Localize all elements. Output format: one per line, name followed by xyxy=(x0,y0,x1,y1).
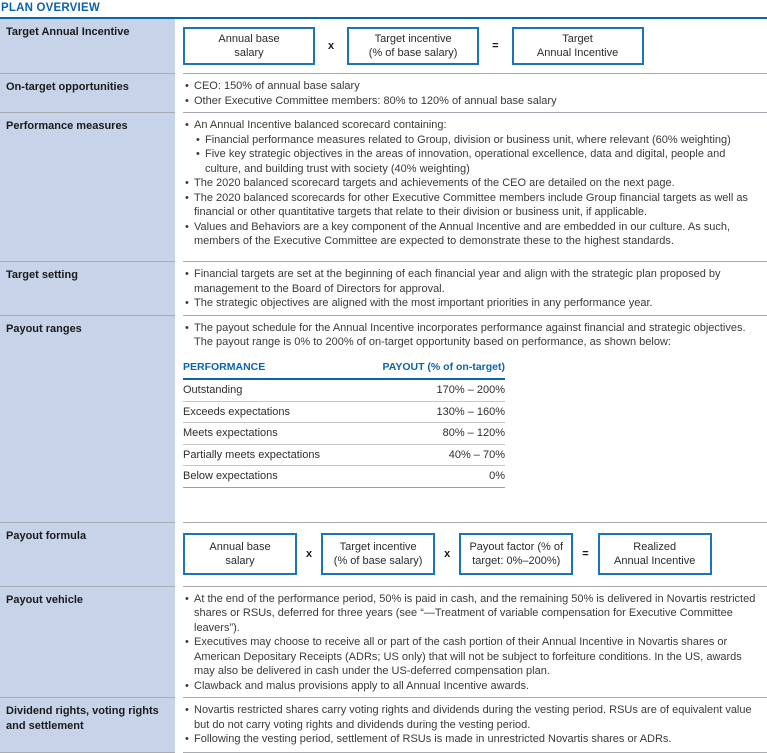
row-label-on-target-opportunities: On-target opportunities xyxy=(0,73,175,112)
row-content-target-setting xyxy=(183,261,767,315)
formula-box-line: Annual Incentive xyxy=(614,555,696,567)
bullet-item: • Values and Behaviors are a key component of the Annual Incentive and are embedded in our culture. As such, members of the Executive Committee are expected to demonstrate these to the highest standards. xyxy=(183,220,757,249)
payout-cell: 0% xyxy=(353,466,505,488)
row-content-payout-vehicle xyxy=(183,586,767,698)
row-content-payout-formula xyxy=(183,522,767,586)
bullet-list xyxy=(183,118,757,249)
row-content-on-target-opportunities xyxy=(183,73,767,112)
row-label-payout-vehicle: Payout vehicle xyxy=(0,586,175,698)
row-label-target-annual-incentive: Target Annual Incentive xyxy=(0,19,175,73)
formula-box-line: Realized xyxy=(633,540,677,553)
formula-box-line: Annual base xyxy=(218,32,280,45)
bullet-list xyxy=(183,321,757,350)
multiply-operator: x xyxy=(306,547,313,560)
formula-box-payout-factor xyxy=(459,533,573,575)
page-title: PLAN OVERVIEW xyxy=(1,2,100,14)
table-row xyxy=(183,423,505,445)
bullet-item: • The payout schedule for the Annual Incentive incorporates performance against financial and strategic objectives. The payout range is 0% to 200% of on-target opportunity based on performance, as shown below: xyxy=(183,321,757,350)
payout-cell: 130% – 160% xyxy=(353,401,505,423)
equals-operator: = xyxy=(582,547,589,560)
bullet-item: • An Annual Incentive balanced scorecard containing: xyxy=(183,118,757,133)
row-content-performance-measures xyxy=(183,112,767,261)
bullet-item: • Financial targets are set at the beginning of each financial year and align with the strategic plan proposed by management to the Board of Directors for approval. xyxy=(183,267,757,296)
payout-formula xyxy=(183,527,757,582)
row-content-dividend-rights xyxy=(183,697,767,753)
multiply-operator: x xyxy=(328,39,335,52)
performance-cell: Partially meets expectations xyxy=(183,444,353,466)
payout-table-header-row xyxy=(183,358,505,380)
row-label-payout-formula: Payout formula xyxy=(0,522,175,586)
payout-table-header-performance: PERFORMANCE xyxy=(183,358,353,380)
bullet-item: • Following the vesting period, settlement of RSUs is made in unrestricted Novartis shares or ADRs. xyxy=(183,732,757,747)
payout-cell: 40% – 70% xyxy=(353,444,505,466)
row-label-dividend-rights: Dividend rights, voting rights and settlement xyxy=(0,697,175,753)
payout-cell: 80% – 120% xyxy=(353,423,505,445)
performance-cell: Exceeds expectations xyxy=(183,401,353,423)
formula-box-line: Target incentive xyxy=(339,540,417,553)
bullet-item: • Other Executive Committee members: 80% to 120% of annual base salary xyxy=(183,94,757,109)
bullet-list xyxy=(183,79,757,108)
formula-box-line: Annual Incentive xyxy=(536,47,619,59)
table-row xyxy=(183,379,505,401)
sub-bullet-item: • Financial performance measures related to Group, division or business unit, where relevant (60% weighting) xyxy=(194,133,757,148)
performance-cell: Outstanding xyxy=(183,379,353,401)
formula-box-target-incentive xyxy=(321,533,435,575)
formula-box-line: (% of base salary) xyxy=(368,47,458,59)
row-content-target-annual-incentive xyxy=(183,19,767,73)
bullet-item: • The strategic objectives are aligned with the most important priorities in any performance year. xyxy=(183,296,757,311)
payout-table xyxy=(183,358,505,488)
target-incentive-formula xyxy=(183,23,757,69)
table-row xyxy=(183,466,505,488)
bullet-item: • At the end of the performance period, 50% is paid in cash, and the remaining 50% is delivered in Novartis restricted shares or RSUs, deferred for three years (see “—Treatment of variable compensation for Executive Committee leavers”). xyxy=(183,592,757,636)
formula-box-line: (% of base salary) xyxy=(333,555,423,567)
row-label-target-setting: Target setting xyxy=(0,261,175,315)
bullet-item: • The 2020 balanced scorecard targets and achievements of the CEO are detailed on the next page. xyxy=(183,176,757,191)
plan-overview-table xyxy=(0,19,767,753)
performance-cell: Meets expectations xyxy=(183,423,353,445)
payout-table-header-payout: PAYOUT (% of on-target) xyxy=(353,358,505,380)
formula-box-target-annual-incentive xyxy=(512,27,644,65)
bullet-item: • The 2020 balanced scorecards for other Executive Committee members include Group financial targets as well as financial or other quantitative targets that relate to their division or business unit, if applicable. xyxy=(183,191,757,220)
bullet-item: • Clawback and malus provisions apply to all Annual Incentive awards. xyxy=(183,679,757,694)
payout-cell: 170% – 200% xyxy=(353,379,505,401)
formula-box-line: salary xyxy=(234,47,264,59)
formula-box-line: salary xyxy=(225,555,255,567)
equals-operator: = xyxy=(492,39,499,52)
formula-box-line: target: 0%–200%) xyxy=(472,555,561,567)
formula-box-line: Target xyxy=(562,32,593,45)
bullet-item: • Novartis restricted shares carry voting rights and dividends during the vesting period. RSUs are of equivalent value but do not carry voting rights and dividends during the vesting period. xyxy=(183,703,757,732)
multiply-operator: x xyxy=(444,547,451,560)
bullet-list xyxy=(183,703,757,747)
formula-box-annual-base-salary xyxy=(183,27,315,65)
formula-box-line: Payout factor (% of xyxy=(469,540,564,553)
bullet-list xyxy=(183,592,757,694)
formula-box-annual-base-salary xyxy=(183,533,297,575)
bullet-item: • Executives may choose to receive all or part of the cash portion of their Annual Incentive in Novartis shares or American Depositary Receipts (ADRs; US only) that will not be subject to forfeiture conditions. In the US, awards may also be delivered in cash under the US-deferred compensation plan. xyxy=(183,635,757,679)
performance-cell: Below expectations xyxy=(183,466,353,488)
formula-box-realized-annual-incentive xyxy=(598,533,712,575)
table-row xyxy=(183,444,505,466)
sub-bullet-item: • Five key strategic objectives in the areas of innovation, operational excellence, data and digital, people and culture, and building trust with society (40% weighting) xyxy=(194,147,757,176)
formula-box-line: Annual base xyxy=(209,540,271,553)
bullet-item: • CEO: 150% of annual base salary xyxy=(183,79,757,94)
row-label-performance-measures: Performance measures xyxy=(0,112,175,261)
table-row xyxy=(183,401,505,423)
formula-box-line: Target incentive xyxy=(374,32,452,45)
formula-box-target-incentive xyxy=(347,27,479,65)
bullet-list xyxy=(183,267,757,311)
row-label-payout-ranges: Payout ranges xyxy=(0,315,175,522)
row-content-payout-ranges xyxy=(183,315,767,522)
